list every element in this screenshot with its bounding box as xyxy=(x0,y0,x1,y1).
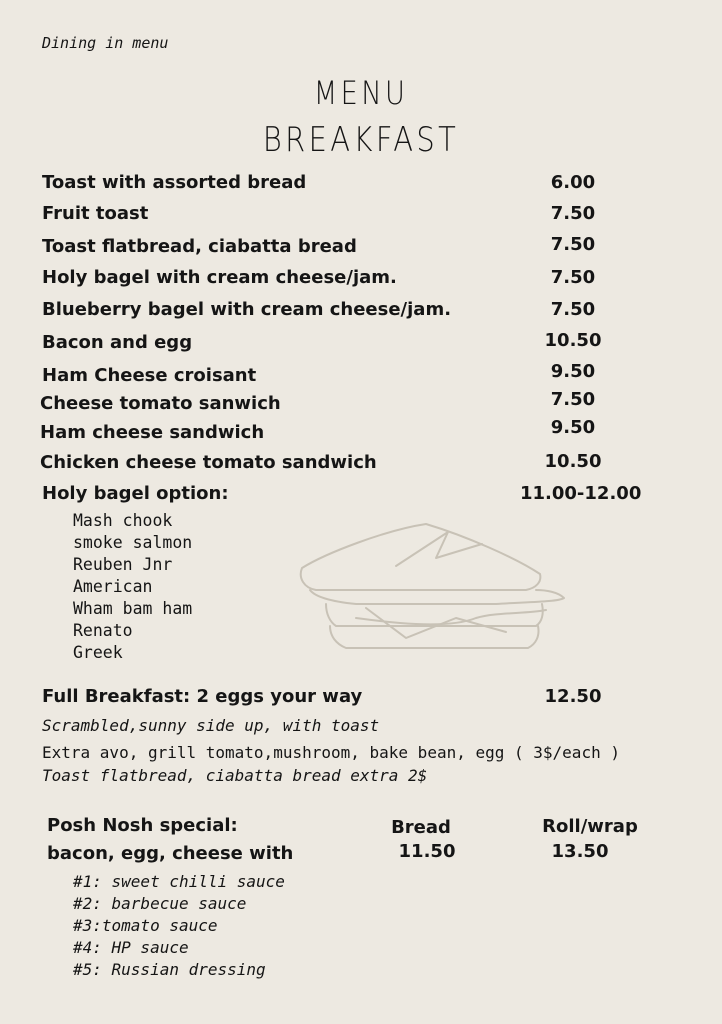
bagel-option-price: 11.00-12.00 xyxy=(520,483,642,504)
menu-item-name: Ham Cheese croisant xyxy=(42,365,257,386)
menu-item-name: Bacon and egg xyxy=(42,332,193,353)
full-breakfast-price: 12.50 xyxy=(544,686,602,707)
menu-item-price: 9.50 xyxy=(550,417,596,438)
posh-nosh-bread-price: 11.50 xyxy=(398,841,456,862)
posh-nosh-roll-price: 13.50 xyxy=(551,841,609,862)
bagel-option-heading: Holy bagel option: xyxy=(42,483,229,504)
bagel-option: Renato xyxy=(73,621,133,640)
menu-type-note: Dining in menu xyxy=(42,34,169,52)
menu-item-price: 7.50 xyxy=(550,299,596,320)
menu-item-name: Chicken cheese tomato sandwich xyxy=(40,452,377,473)
posh-nosh-bread-label: Bread xyxy=(391,817,451,838)
posh-nosh-subtitle: bacon, egg, cheese with xyxy=(47,843,294,864)
menu-item-price: 7.50 xyxy=(550,234,596,255)
section-title-breakfast: BREAKFAST xyxy=(262,120,460,160)
posh-nosh-title: Posh Nosh special: xyxy=(47,815,238,836)
menu-item-name: Holy bagel with cream cheese/jam. xyxy=(42,267,397,288)
sandwich-illustration xyxy=(296,518,568,658)
menu-title: MENU xyxy=(313,74,409,112)
menu-item-name: Ham cheese sandwich xyxy=(40,422,265,443)
menu-item-name: Blueberry bagel with cream cheese/jam. xyxy=(42,299,452,320)
bagel-option: Reuben Jnr xyxy=(73,555,173,574)
bagel-option: Mash chook xyxy=(73,511,173,530)
full-breakfast-name: Full Breakfast: 2 eggs your way xyxy=(42,686,363,707)
sauce-option: #2: barbecue sauce xyxy=(73,894,247,913)
menu-item-name: Toast flatbread, ciabatta bread xyxy=(42,236,357,257)
menu-item-name: Fruit toast xyxy=(42,203,149,224)
full-breakfast-egg-styles: Scrambled,sunny side up, with toast xyxy=(42,716,380,735)
full-breakfast-extras: Extra avo, grill tomato,mushroom, bake bean, egg ( 3$/each ) xyxy=(42,743,620,762)
menu-item-price: 7.50 xyxy=(550,203,596,224)
menu-item-price: 7.50 xyxy=(550,389,596,410)
sauce-option: #1: sweet chilli sauce xyxy=(73,872,285,891)
menu-item-price: 7.50 xyxy=(550,267,596,288)
menu-item-price: 10.50 xyxy=(544,330,602,351)
bagel-option: American xyxy=(73,577,153,596)
menu-item-price: 9.50 xyxy=(550,361,596,382)
sauce-option: #5: Russian dressing xyxy=(73,960,266,979)
bagel-option: Wham bam ham xyxy=(73,599,193,618)
menu-item-price: 6.00 xyxy=(550,172,596,193)
menu-item-price: 10.50 xyxy=(544,451,602,472)
full-breakfast-bread-extra: Toast flatbread, ciabatta bread extra 2$ xyxy=(42,766,428,785)
sauce-option: #3:tomato sauce xyxy=(73,916,218,935)
bagel-option: Greek xyxy=(73,643,123,662)
menu-item-name: Toast with assorted bread xyxy=(42,172,307,193)
sauce-option: #4: HP sauce xyxy=(73,938,189,957)
posh-nosh-roll-label: Roll/wrap xyxy=(542,816,638,837)
bagel-option: smoke salmon xyxy=(73,533,193,552)
menu-item-name: Cheese tomato sanwich xyxy=(40,393,281,414)
